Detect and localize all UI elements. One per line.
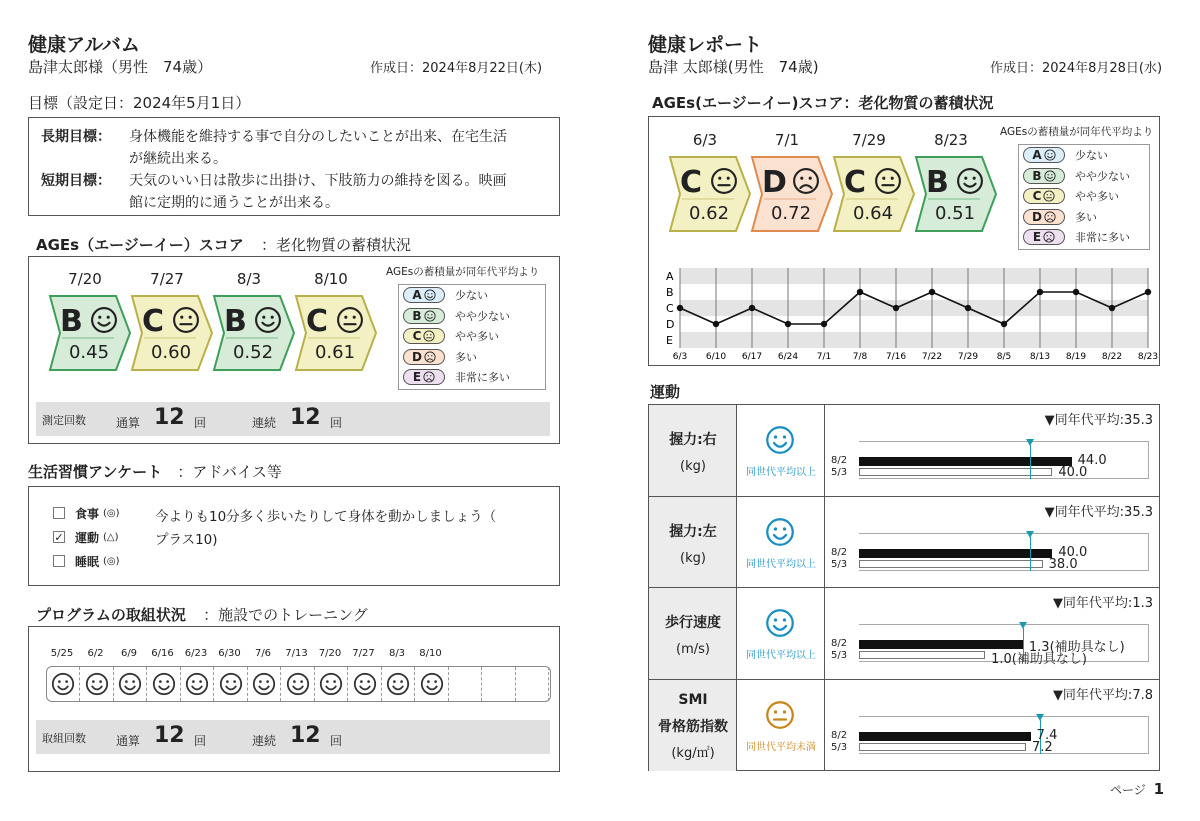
left-legend-grade-3: D	[412, 349, 422, 364]
left-face-icon-1	[172, 306, 200, 334]
program-cell-9	[349, 667, 382, 701]
program-date-7: 7/13	[285, 648, 308, 659]
measure-streak-word: 連続	[252, 416, 277, 430]
exercise-row-2	[649, 588, 1159, 680]
chart-xtick-0: 6/3	[672, 352, 688, 362]
lifestyle-mark-1: (△)	[103, 531, 119, 543]
exercise-label-1: 握力:左	[669, 523, 717, 540]
advice-line1: 今よりも10分多く歩いたりして身体を動かしましょう（	[155, 509, 497, 525]
exercise-status-face-0	[765, 425, 795, 459]
lifestyle-list	[53, 501, 120, 573]
right-face-icon-0	[710, 167, 738, 195]
right-legend-row-2	[1019, 186, 1149, 207]
exercise-avg-line-0	[1030, 445, 1031, 479]
left-badge-1	[130, 270, 214, 372]
goal-box	[28, 117, 560, 216]
left-legend-pill-3	[403, 349, 445, 365]
chart-point-3	[785, 321, 791, 327]
left-badge-grade-1: C	[142, 304, 165, 339]
left-legend-text-3: 多い	[455, 350, 477, 364]
exercise-unit-0: (kg)	[680, 459, 706, 474]
left-badge-value-1: 0.60	[150, 342, 192, 363]
program-smile-icon-9	[353, 672, 377, 696]
advice-line2: プラス10)	[155, 532, 218, 548]
lifestyle-item-1	[53, 525, 120, 549]
left-badge-0	[48, 270, 132, 372]
program-cell-1	[81, 667, 114, 701]
left-legend-grade-2: C	[412, 329, 422, 344]
right-legend-face-icon-4	[1043, 231, 1055, 243]
right-legend-text-3: 多い	[1075, 210, 1097, 224]
lifestyle-item-2	[53, 549, 120, 573]
left-legend-face-icon-2	[423, 330, 435, 342]
program-cell-4	[181, 667, 214, 701]
chart-xtick-4: 7/1	[816, 352, 832, 362]
exercise-bar-latest-0	[859, 457, 1072, 466]
right-legend-grade-1: B	[1032, 168, 1042, 183]
program-cell-13	[483, 667, 516, 701]
chart-point-13	[1145, 289, 1151, 295]
program-date-2: 6/9	[120, 648, 138, 659]
left-legend-pill-0	[403, 287, 445, 303]
program-smile-icon-4	[185, 672, 209, 696]
right-legend-text-4: 非常に多い	[1075, 231, 1130, 245]
right-face-icon-2	[874, 167, 902, 195]
right-badge-grade-3: B	[926, 165, 949, 200]
lifestyle-mark-2: (◎)	[103, 555, 120, 567]
chart-band-A	[680, 268, 1148, 284]
right-ages-heading: AGEs(エージーイー)スコア：老化物質の蓄積状況	[652, 94, 994, 112]
exercise-heading: 運動	[650, 383, 681, 401]
lifestyle-checkbox-2[interactable]	[53, 555, 65, 567]
left-badge-date-1: 7/27	[150, 270, 184, 288]
chart-xtick-9: 8/5	[996, 352, 1012, 362]
exercise-unit-2: (m/s)	[676, 642, 710, 657]
left-badge-grade-2: B	[224, 304, 247, 339]
measure-total-unit: 回	[194, 416, 207, 430]
left-legend-row-0	[399, 285, 545, 306]
left-badge-date-0: 7/20	[68, 270, 102, 288]
program-date-9: 7/27	[352, 648, 375, 659]
chart-ytick-B: B	[666, 286, 674, 299]
measure-streak: 12	[290, 405, 321, 430]
left-legend-pill-1	[403, 308, 445, 324]
chart-xtick-8: 7/29	[957, 352, 979, 362]
right-legend-grade-4: E	[1032, 230, 1042, 245]
lifestyle-label-0: 食事	[75, 506, 100, 521]
left-legend-face-icon-3	[424, 351, 436, 363]
exercise-prev-value-2: 1.0(補助具なし)	[991, 652, 1087, 667]
right-badge-grade-1: D	[762, 165, 787, 200]
right-legend-row-4	[1019, 227, 1149, 248]
chart-xtick-13: 8/23	[1137, 352, 1159, 362]
left-legend-row-4	[399, 367, 545, 388]
exercise-bar-prev-3	[859, 743, 1026, 751]
program-total-unit: 回	[194, 734, 207, 748]
exercise-prev-date-2: 5/3	[831, 650, 848, 661]
left-legend-title: AGEsの蓄積量が同年代平均より	[386, 266, 540, 278]
chart-xtick-12: 8/22	[1101, 352, 1123, 362]
chart-ytick-D: D	[666, 318, 675, 331]
program-cell-6	[248, 667, 281, 701]
exercise-status-text-1: 同世代平均以上	[746, 558, 816, 570]
goal-long	[41, 126, 507, 148]
exercise-label-cell-3	[649, 680, 737, 772]
exercise-prev-date-1: 5/3	[831, 558, 848, 570]
exercise-status-cell-1	[737, 497, 825, 588]
exercise-status-cell-0	[737, 405, 825, 496]
program-streak: 12	[290, 723, 321, 748]
program-smile-icon-3	[152, 672, 176, 696]
chart-xtick-1: 6/10	[705, 352, 727, 362]
program-total-word: 通算	[116, 734, 141, 748]
left-badge-value-2: 0.52	[232, 342, 274, 363]
measure-total: 12	[154, 405, 185, 430]
right-badge-value-2: 0.64	[852, 203, 894, 224]
measure-count-bar	[36, 402, 550, 436]
chart-point-1	[713, 321, 719, 327]
chart-band-E	[680, 332, 1148, 348]
chart-ytick-A: A	[666, 270, 674, 283]
chart-point-0	[677, 305, 683, 311]
left-face-icon-0	[90, 306, 118, 334]
lifestyle-checkbox-0[interactable]	[53, 507, 65, 519]
exercise-average-1: ▼同年代平均:35.3	[1044, 504, 1153, 520]
measure-label: 測定回数	[42, 414, 86, 427]
left-legend-grade-1: B	[412, 308, 422, 323]
program-heading: プログラムの取組状況 ：施設でのトレーニング	[36, 606, 368, 624]
exercise-bar-prev-0	[859, 468, 1052, 476]
exercise-label-3: SMI	[678, 691, 708, 708]
program-date-1: 6/2	[87, 648, 104, 659]
left-legend-text-2: やや多い	[455, 330, 499, 344]
chart-ytick-E: E	[666, 334, 673, 347]
left-title: 健康アルバム	[28, 34, 140, 56]
exercise-label-cell-0	[649, 405, 737, 496]
exercise-average-3: ▼同年代平均:7.8	[1052, 687, 1153, 703]
left-created-date: 作成日：2024年8月22日(木)	[370, 61, 543, 76]
exercise-bar-latest-3	[859, 732, 1031, 741]
left-legend-face-icon-1	[424, 310, 436, 322]
chart-ytick-C: C	[666, 302, 674, 315]
program-cell-7	[282, 667, 315, 701]
right-legend-face-icon-2	[1043, 190, 1055, 202]
program-attendance-track	[46, 666, 551, 702]
exercise-prev-value-0: 40.0	[1058, 465, 1088, 480]
exercise-label-cell-1	[649, 497, 737, 588]
exercise-status-text-2: 同世代平均以上	[746, 650, 816, 661]
lifestyle-heading: 生活習慣アンケート ：アドバイス等	[28, 463, 282, 481]
lifestyle-mark-0: (◎)	[103, 507, 120, 519]
exercise-status-face-icon-3	[765, 700, 795, 730]
program-count-label: 取組回数	[42, 732, 86, 745]
exercise-latest-value-3: 7.4	[1036, 727, 1058, 743]
program-smile-icon-6	[252, 672, 276, 696]
program-cell-14	[516, 667, 549, 701]
exercise-latest-value-0: 44.0	[1077, 453, 1107, 468]
right-legend-face-icon-0	[1044, 149, 1056, 161]
chart-point-12	[1109, 305, 1115, 311]
exercise-status-face-2	[765, 608, 795, 642]
exercise-bar-prev-1	[859, 560, 1043, 568]
exercise-status-face-icon-0	[765, 425, 795, 455]
exercise-unit-1: (kg)	[680, 550, 706, 566]
program-date-5: 6/30	[218, 648, 241, 659]
chart-point-10	[1037, 289, 1043, 295]
right-legend-title: AGEsの蓄積量が同年代平均より	[1000, 126, 1154, 138]
right-ages-badges	[668, 131, 996, 233]
lifestyle-checkbox-1[interactable]: ✓	[54, 530, 64, 544]
right-legend-row-3	[1019, 207, 1149, 228]
goal-heading: 目標（設定日：2024年5月1日）	[28, 94, 251, 112]
left-badge-grade-3: C	[306, 304, 329, 339]
program-cell-8	[315, 667, 348, 701]
program-date-3: 6/16	[151, 648, 174, 659]
right-legend-grade-0: A	[1032, 148, 1042, 163]
right-badge-date-1: 7/1	[774, 131, 800, 149]
right-legend-pill-2	[1023, 188, 1065, 204]
right-title: 健康レポート	[648, 34, 763, 56]
right-face-icon-3	[956, 167, 984, 195]
chart-xtick-6: 7/16	[885, 352, 907, 362]
right-legend-pill-0	[1023, 147, 1065, 163]
program-dates	[46, 648, 546, 662]
exercise-latest-date-3: 8/2	[831, 729, 848, 741]
program-smile-icon-1	[85, 672, 109, 696]
left-badge-grade-0: B	[60, 304, 83, 339]
left-ages-badges	[48, 270, 376, 372]
program-smile-icon-0	[51, 672, 75, 696]
program-date-8: 7/20	[318, 648, 342, 659]
exercise-prev-date-3: 5/3	[831, 741, 848, 753]
chart-point-5	[857, 289, 863, 295]
exercise-status-face-icon-1	[765, 517, 795, 547]
right-ages-legend	[1018, 144, 1150, 250]
program-streak-unit: 回	[330, 734, 343, 748]
program-cell-3	[148, 667, 181, 701]
program-smile-icon-2	[118, 672, 142, 696]
right-badge-3	[914, 131, 998, 233]
right-legend-face-icon-3	[1044, 211, 1056, 223]
right-badge-grade-2: C	[844, 165, 867, 200]
exercise-status-face-icon-2	[765, 608, 795, 638]
lifestyle-item-0	[53, 501, 120, 525]
left-ages-legend	[398, 284, 546, 390]
left-badge-date-2: 8/3	[236, 270, 262, 288]
chart-point-6	[893, 305, 899, 311]
chart-xtick-7: 7/22	[921, 352, 943, 362]
program-count-bar	[36, 720, 550, 754]
chart-point-7	[929, 289, 935, 295]
left-patient-name: 島津太郎様（男性 74歳）	[28, 58, 213, 76]
exercise-average-2: ▼同年代平均:1.3	[1052, 596, 1153, 611]
left-legend-pill-4	[403, 369, 445, 385]
right-badge-1	[750, 131, 834, 233]
left-legend-face-icon-0	[424, 289, 436, 301]
program-date-10: 8/3	[388, 648, 406, 659]
goal-short-text2: 館に定期的に通うことが出来る。	[129, 195, 339, 211]
goal-short-label: 短期目標：	[41, 173, 111, 189]
exercise-latest-date-1: 8/2	[831, 546, 848, 558]
program-date-4: 6/23	[184, 648, 208, 659]
right-patient-name: 島津 太郎様(男性 74歳)	[648, 58, 819, 76]
program-smile-icon-10	[386, 672, 410, 696]
right-badge-date-2: 7/29	[852, 131, 886, 149]
exercise-label-cell-2	[649, 588, 737, 679]
exercise-status-text-0: 同世代平均以上	[746, 467, 816, 478]
program-date-0: 5/25	[50, 648, 74, 659]
left-ages-heading: AGEs（エージーイー）スコア ：老化物質の蓄積状況	[36, 236, 412, 254]
left-badge-2	[212, 270, 296, 372]
left-legend-face-icon-4	[423, 371, 435, 383]
goal-long-label: 長期目標：	[41, 129, 111, 145]
exercise-unit-3: (kg/㎡)	[671, 745, 715, 761]
exercise-status-face-1	[765, 517, 795, 551]
chart-xtick-5: 7/8	[852, 352, 868, 362]
exercise-bar-latest-1	[859, 549, 1052, 558]
right-legend-text-1: やや少ない	[1075, 169, 1130, 183]
left-legend-text-0: 少ない	[455, 289, 488, 303]
ages-trend-chart	[656, 258, 1159, 364]
chart-xtick-10: 8/13	[1029, 352, 1051, 362]
right-badge-value-1: 0.72	[770, 203, 812, 224]
right-badge-value-0: 0.62	[688, 203, 730, 224]
right-legend-text-0: 少ない	[1075, 149, 1108, 163]
chart-xtick-11: 8/19	[1065, 352, 1087, 362]
right-legend-pill-1	[1023, 168, 1065, 184]
goal-long-text1: 身体機能を維持する事で自分のしたいことが出来、在宅生活	[129, 129, 507, 145]
right-badge-2	[832, 131, 916, 233]
program-date-6: 7/6	[254, 648, 272, 659]
program-cell-2	[114, 667, 147, 701]
program-cell-12	[449, 667, 482, 701]
exercise-latest-value-1: 40.0	[1058, 544, 1088, 560]
exercise-latest-date-0: 8/2	[831, 455, 848, 466]
left-legend-text-1: やや少ない	[455, 309, 510, 323]
exercise-status-cell-3	[737, 680, 825, 772]
left-badge-value-3: 0.61	[314, 342, 356, 363]
program-cell-5	[215, 667, 248, 701]
chart-point-4	[821, 321, 827, 327]
left-badge-date-3: 8/10	[314, 270, 348, 288]
program-total: 12	[154, 723, 185, 748]
right-badge-0	[668, 131, 752, 233]
goal-short	[41, 170, 507, 192]
left-legend-grade-0: A	[412, 288, 422, 303]
chart-xtick-2: 6/17	[741, 352, 763, 362]
left-legend-row-2	[399, 326, 545, 347]
program-smile-icon-11	[420, 672, 444, 696]
program-smile-icon-8	[319, 672, 343, 696]
program-smile-icon-5	[219, 672, 243, 696]
right-legend-grade-2: C	[1032, 189, 1042, 204]
exercise-prev-date-0: 5/3	[831, 467, 848, 478]
left-badge-3	[294, 270, 378, 372]
right-legend-pill-3	[1023, 209, 1065, 225]
program-cell-0	[47, 667, 80, 701]
program-cell-10	[382, 667, 415, 701]
exercise-prev-value-3: 7.2	[1032, 739, 1053, 755]
exercise-status-face-3	[765, 700, 795, 734]
right-created-date: 作成日：2024年8月28日(水)	[990, 61, 1163, 76]
right-face-icon-1	[792, 167, 820, 195]
exercise-row-3	[649, 680, 1159, 772]
exercise-latest-date-2: 8/2	[831, 638, 848, 649]
exercise-label-2: 歩行速度	[665, 615, 721, 631]
exercise-status-text-3: 同世代平均未満	[746, 741, 816, 753]
right-legend-face-icon-1	[1044, 170, 1056, 182]
left-badge-value-0: 0.45	[68, 342, 110, 363]
left-legend-text-4: 非常に多い	[455, 371, 510, 385]
exercise-bar-prev-2	[859, 651, 985, 659]
program-date-11: 8/10	[419, 648, 442, 659]
chart-xtick-3: 6/24	[777, 352, 799, 362]
right-legend-grade-3: D	[1032, 209, 1042, 224]
exercise-avg-line-1	[1030, 537, 1031, 571]
measure-streak-unit: 回	[330, 416, 343, 430]
right-badge-grade-0: C	[680, 165, 703, 200]
chart-point-9	[1001, 321, 1007, 327]
left-face-icon-3	[336, 306, 364, 334]
right-badge-date-0: 6/3	[692, 131, 718, 149]
right-legend-pill-4	[1023, 229, 1065, 245]
exercise-table	[648, 404, 1160, 771]
chart-point-2	[749, 305, 755, 311]
right-badge-date-3: 8/23	[934, 131, 968, 149]
program-cell-11	[416, 667, 449, 701]
right-badge-value-3: 0.51	[934, 203, 976, 224]
lifestyle-label-1: 運動	[75, 530, 100, 545]
lifestyle-label-2: 睡眠	[75, 554, 100, 569]
left-legend-grade-4: E	[412, 370, 422, 385]
goal-long-text2: が継続出来る。	[129, 151, 227, 167]
chart-point-11	[1073, 289, 1079, 295]
page-number: ページ 1	[1110, 780, 1165, 798]
chart-point-8	[965, 305, 971, 311]
exercise-row-0	[649, 405, 1159, 497]
left-legend-row-1	[399, 306, 545, 327]
program-smile-icon-7	[286, 672, 310, 696]
exercise-status-cell-2	[737, 588, 825, 679]
exercise-label2-3: 骨格筋指数	[658, 718, 728, 735]
program-streak-word: 連続	[252, 734, 277, 748]
left-face-icon-2	[254, 306, 282, 334]
exercise-average-0: ▼同年代平均:35.3	[1044, 413, 1153, 428]
measure-total-word: 通算	[116, 416, 141, 430]
exercise-row-1	[649, 497, 1159, 589]
right-legend-row-1	[1019, 166, 1149, 187]
left-legend-row-3	[399, 347, 545, 368]
right-legend-text-2: やや多い	[1075, 190, 1119, 204]
goal-short-text1: 天気のいい日は散歩に出掛け、下肢筋力の維持を図る。映画	[129, 173, 507, 189]
exercise-label-0: 握力:右	[669, 432, 717, 448]
exercise-latest-value-2: 1.3(補助具なし)	[1028, 640, 1125, 655]
lifestyle-box	[28, 486, 560, 586]
left-legend-pill-2	[403, 328, 445, 344]
exercise-prev-value-1: 38.0	[1048, 556, 1078, 572]
right-legend-row-0	[1019, 145, 1149, 166]
